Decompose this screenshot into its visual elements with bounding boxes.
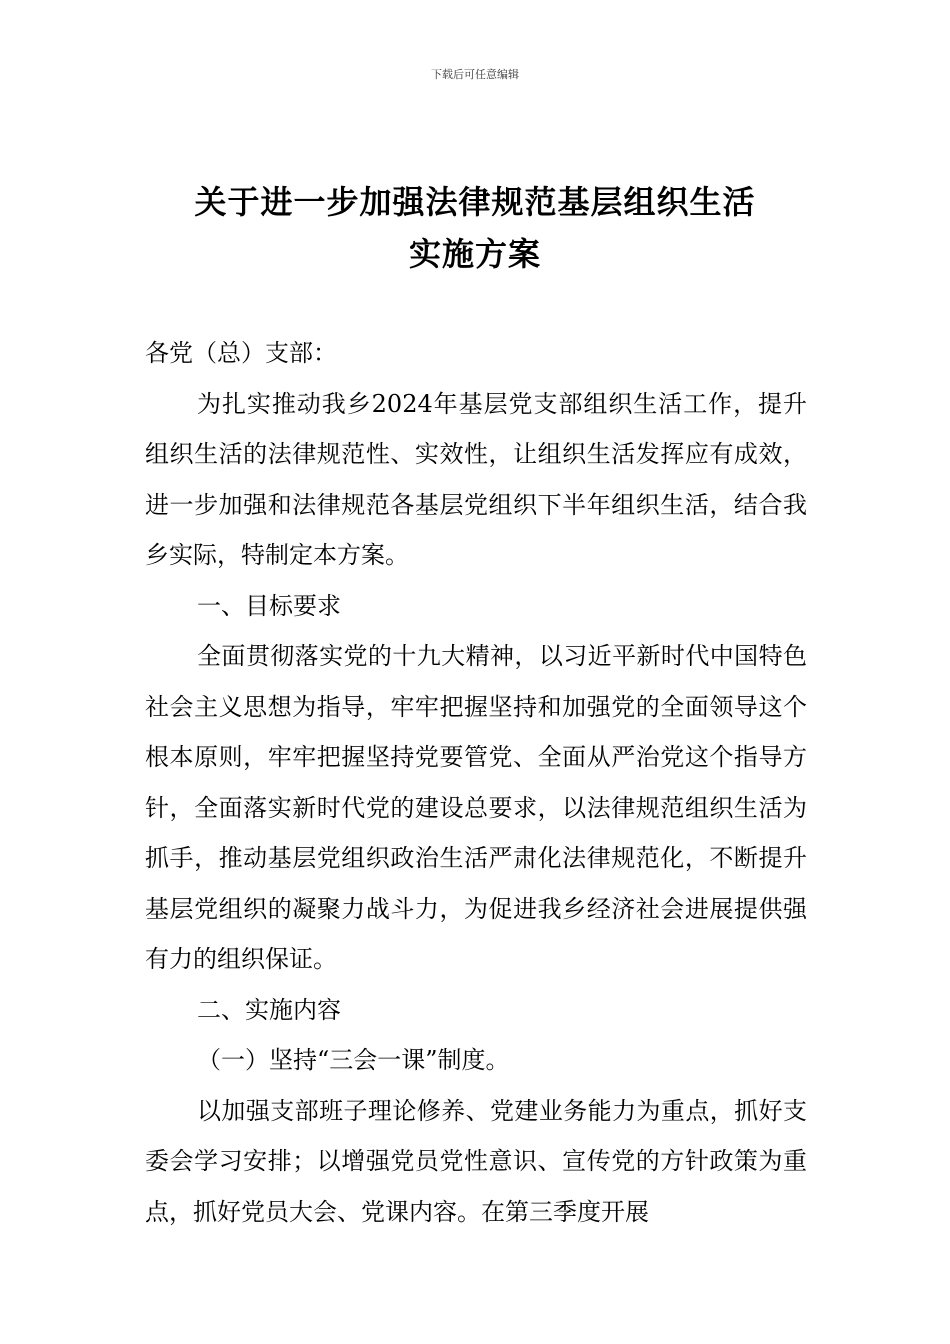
header-note: 下载后可任意编辑 <box>431 68 519 81</box>
paragraph-content: 以加强支部班子理论修养、党建业务能力为重点，抓好支委会学习安排；以增强党员党性意识、宣传党的方针政策为重点，抓好党员大会、党课内容。在第三季度开展 <box>145 1096 807 1226</box>
salutation: 各党（总）支部： <box>145 339 337 367</box>
subsection-heading-1: （一）坚持“三会一课”制度。 <box>197 1046 510 1074</box>
title-line-1: 关于进一步加强法律规范基层组织生活 <box>194 183 756 221</box>
document-body <box>145 328 807 1237</box>
section-heading-1: 一、目标要求 <box>197 591 341 620</box>
section-heading-2: 二、实施内容 <box>197 995 341 1024</box>
paragraph-goals: 全面贯彻落实党的十九大精神，以习近平新时代中国特色社会主义思想为指导，牢牢把握坚持和加强党的全面领导这个根本原则，牢牢把握坚持党要管党、全面从严治党这个指导方针，全面落实新时代党的建设总要求，以法律规范组织生活为抓手，推动基层党组织政治生活严肃化法律规范化，不断提升基层党组织的凝聚力战斗力，为促进我乡经济社会进展提供强有力的组织保证。 <box>145 642 807 973</box>
document-title <box>100 176 850 280</box>
title-line-2: 实施方案 <box>408 235 541 273</box>
paragraph-intro: 为扎实推动我乡2024年基层党支部组织生活工作，提升组织生活的法律规范性、实效性，让组织生活发挥应有成效，进一步加强和法律规范各基层党组织下半年组织生活，结合我乡实际，特制定本方案。 <box>145 389 807 569</box>
